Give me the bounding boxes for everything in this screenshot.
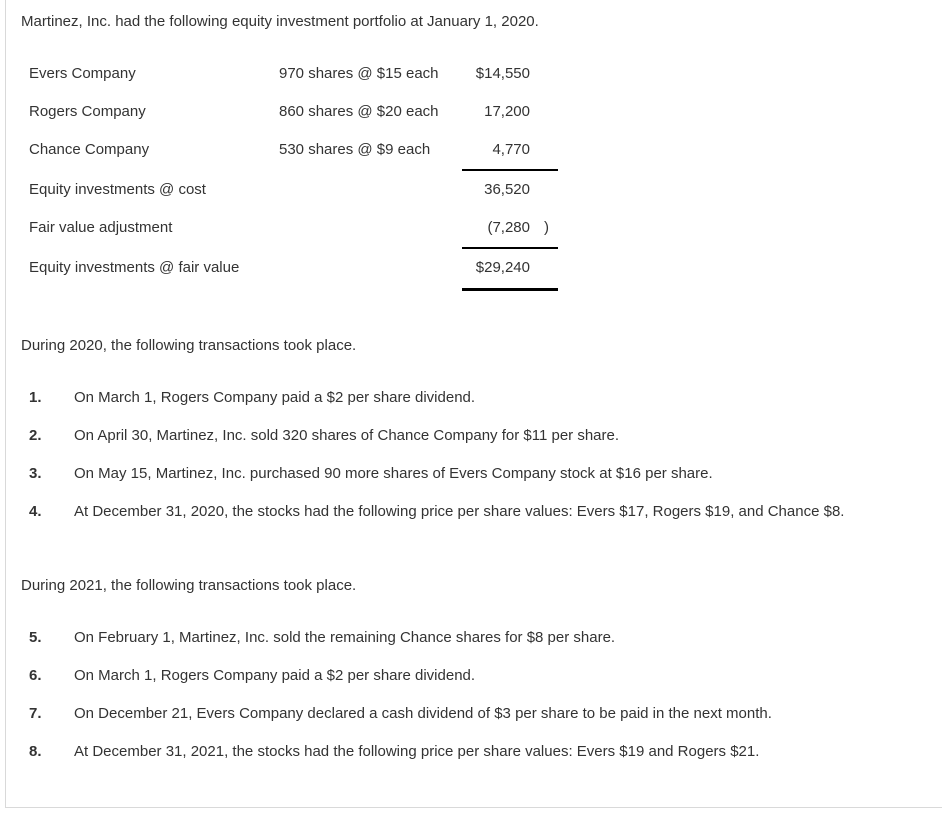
- adjustment-amount: (7,280: [487, 219, 530, 236]
- transaction-number: 7.: [29, 705, 42, 722]
- transaction-text: At December 31, 2021, the stocks had the following price per share values: Evers $19 and Rogers $21.: [74, 743, 760, 760]
- row-shares-evers: 970 shares @ $15 each: [279, 65, 439, 82]
- row-label-rogers: Rogers Company: [29, 103, 146, 120]
- adjustment-paren: ): [544, 219, 549, 236]
- row-label-chance: Chance Company: [29, 141, 150, 158]
- transaction-number: 4.: [29, 503, 42, 520]
- fair-value-amount: $29,240: [475, 259, 530, 276]
- section-2020-heading: During 2020, the following transactions took place.: [21, 337, 357, 354]
- transaction-text: On February 1, Martinez, Inc. sold the remaining Chance shares for $8 per share.: [74, 629, 616, 646]
- row-shares-chance: 530 shares @ $9 each: [279, 141, 431, 158]
- row-amount-rogers: 17,200: [484, 103, 530, 120]
- transaction-number: 2.: [29, 427, 42, 444]
- row-amount-evers: $14,550: [475, 65, 530, 82]
- cost-label: Equity investments @ cost: [29, 181, 206, 198]
- transaction-number: 6.: [29, 667, 42, 684]
- transaction-number: 3.: [29, 465, 42, 482]
- transaction-text: On April 30, Martinez, Inc. sold 320 shares of Chance Company for $11 per share.: [74, 427, 620, 444]
- row-amount-chance: 4,770: [492, 141, 530, 158]
- transaction-number: 1.: [29, 389, 42, 406]
- double-rule: [462, 288, 558, 291]
- intro-text: Martinez, Inc. had the following equity investment portfolio at January 1, 2020.: [21, 13, 539, 30]
- adjustment-label: Fair value adjustment: [29, 219, 173, 236]
- row-shares-rogers: 860 shares @ $20 each: [279, 103, 439, 120]
- transaction-text: On December 21, Evers Company declared a cash dividend of $3 per share to be paid in the next month.: [74, 705, 772, 722]
- transaction-text: On March 1, Rogers Company paid a $2 per share dividend.: [74, 389, 476, 406]
- problem-panel: [5, 0, 942, 808]
- transaction-text: At December 31, 2020, the stocks had the following price per share values: Evers $17, Rogers $19, and Chance $8.: [74, 503, 845, 520]
- total-rule: [462, 247, 558, 249]
- transaction-text: On March 1, Rogers Company paid a $2 per share dividend.: [74, 667, 476, 684]
- transaction-number: 8.: [29, 743, 42, 760]
- transaction-number: 5.: [29, 629, 42, 646]
- cost-amount: 36,520: [484, 181, 530, 198]
- subtotal-rule: [462, 169, 558, 171]
- row-label-evers: Evers Company: [29, 65, 136, 82]
- section-2021-heading: During 2021, the following transactions took place.: [21, 577, 357, 594]
- fair-value-label: Equity investments @ fair value: [29, 259, 240, 276]
- transaction-text: On May 15, Martinez, Inc. purchased 90 more shares of Evers Company stock at $16 per share.: [74, 465, 713, 482]
